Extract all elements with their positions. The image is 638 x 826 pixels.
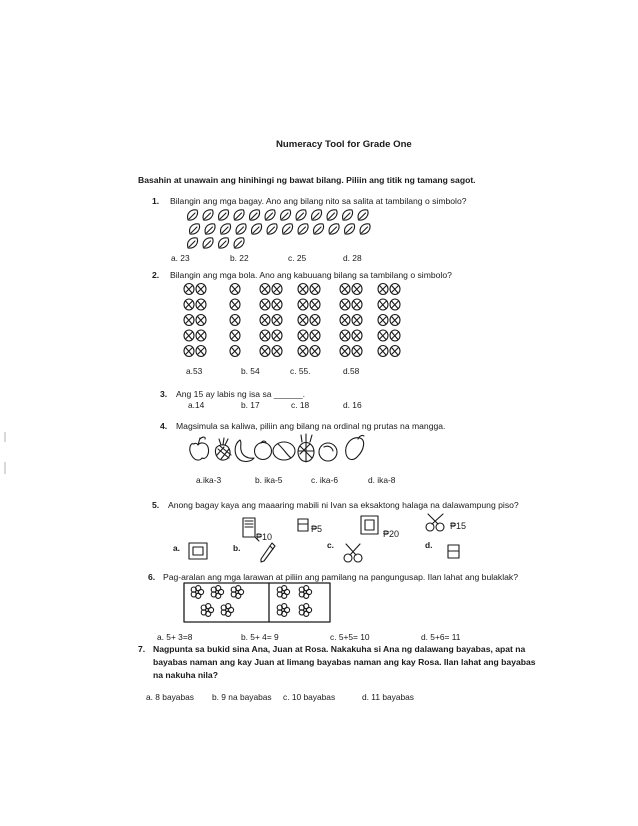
q5-number: 5. xyxy=(152,500,160,510)
q2-balls-picture xyxy=(180,280,410,358)
q2-number: 2. xyxy=(152,270,160,280)
q1-number: 1. xyxy=(152,196,160,206)
q1-item-icon xyxy=(298,224,308,234)
q1-item-icon xyxy=(360,224,370,234)
q2-ball-icon xyxy=(184,330,194,341)
q6-text: Pag-aralan ang mga larawan at piliin ang pamilang na pangungusap. Ilan lahat ang bulaklak? xyxy=(163,572,518,582)
q2-ball-icon xyxy=(378,315,388,326)
q6-option-a[interactable]: a. 5+ 3=8 xyxy=(157,632,193,642)
q2-ball-icon xyxy=(378,284,388,295)
q5-option-c-scissors-icon[interactable] xyxy=(342,542,366,564)
q2-ball-icon xyxy=(196,284,206,295)
q6-flower-icon xyxy=(221,604,233,617)
scan-edge-mark xyxy=(4,432,6,442)
q4-option-d[interactable]: d. ika-8 xyxy=(368,475,396,485)
q5-book-picture xyxy=(358,513,384,539)
q7-text-line-3: na nakuha nila? xyxy=(153,670,218,680)
q2-ball-icon xyxy=(310,315,320,326)
q7-option-a[interactable]: a. 8 bayabas xyxy=(146,692,194,702)
q1-item-icon xyxy=(314,224,324,234)
q2-ball-icon xyxy=(272,346,282,357)
q1-item-icon xyxy=(205,224,215,234)
q1-option-d[interactable]: d. 28 xyxy=(343,253,362,263)
q2-ball-icon xyxy=(390,346,400,357)
q5-text: Anong bagay kaya ang maaaring mabili ni Ivan sa eksaktong halaga na dalawampung piso? xyxy=(168,500,519,510)
q2-ball-icon xyxy=(298,330,308,341)
q2-ball-icon xyxy=(230,299,240,310)
q5-option-d-eraser-icon[interactable] xyxy=(445,542,463,562)
q5-price-tag-b: ₱5 xyxy=(311,524,323,534)
q5-scissors-picture xyxy=(424,512,452,534)
q2-ball-icon xyxy=(260,299,270,310)
q5-option-a[interactable]: a. xyxy=(173,543,180,553)
q2-ball-icon xyxy=(196,330,206,341)
q4-option-b[interactable]: b. ika-5 xyxy=(255,475,283,485)
q5-option-c[interactable]: c. xyxy=(327,540,334,550)
q1-item-icon xyxy=(281,210,291,220)
q2-ball-icon xyxy=(196,315,206,326)
q2-ball-icon xyxy=(352,299,362,310)
q6-flower-icon xyxy=(277,586,289,599)
q2-ball-icon xyxy=(230,346,240,357)
q1-item-icon xyxy=(219,210,229,220)
q2-ball-icon xyxy=(184,299,194,310)
q2-ball-icon xyxy=(352,284,362,295)
q1-item-icon xyxy=(252,224,262,234)
q2-ball-icon xyxy=(340,315,350,326)
q2-ball-icon xyxy=(298,284,308,295)
q2-ball-icon xyxy=(230,330,240,341)
q2-ball-icon xyxy=(230,315,240,326)
q1-item-icon xyxy=(267,224,277,234)
q3-option-b[interactable]: b. 17 xyxy=(241,400,260,410)
q2-ball-icon xyxy=(340,330,350,341)
q2-ball-icon xyxy=(378,346,388,357)
q7-option-c[interactable]: c. 10 bayabas xyxy=(283,692,336,702)
q2-option-d[interactable]: d.58 xyxy=(343,366,360,376)
q2-option-c[interactable]: c. 55. xyxy=(290,366,311,376)
q2-ball-icon xyxy=(340,284,350,295)
q5-price-tag-d: ₱15 xyxy=(450,521,467,531)
q2-ball-icon xyxy=(260,330,270,341)
q4-fruits-picture xyxy=(188,430,388,466)
q5-option-d[interactable]: d. xyxy=(425,540,433,550)
q2-ball-icon xyxy=(352,346,362,357)
q7-text-line-2: bayabas naman ang kay Juan at limang bayabas naman ang kay Rosa. Ilan lahat ang bayabas xyxy=(153,657,536,667)
q2-text: Bilangin ang mga bola. Ano ang kabuuang bilang sa tambilang o simbolo? xyxy=(170,270,452,280)
q2-ball-icon xyxy=(340,299,350,310)
q2-ball-icon xyxy=(310,346,320,357)
q2-ball-icon xyxy=(184,346,194,357)
q2-ball-icon xyxy=(196,299,206,310)
q7-text-line-1: Nagpunta sa bukid sina Ana, Juan at Rosa. Nakakuha si Ana ng dalawang bayabas, apat na xyxy=(153,644,526,654)
q2-ball-icon xyxy=(184,284,194,295)
q2-ball-icon xyxy=(340,346,350,357)
q1-item-icon xyxy=(296,210,306,220)
q6-flower-icon xyxy=(201,604,213,617)
q3-option-d[interactable]: d. 16 xyxy=(343,400,362,410)
q1-item-icon xyxy=(203,238,213,248)
q6-number: 6. xyxy=(148,572,156,582)
q2-ball-icon xyxy=(352,315,362,326)
q1-item-icon xyxy=(329,224,339,234)
q2-ball-icon xyxy=(390,330,400,341)
q6-flower-icon xyxy=(299,604,311,617)
q1-item-icon xyxy=(188,238,198,248)
q4-option-c[interactable]: c. ika-6 xyxy=(311,475,338,485)
q2-ball-icon xyxy=(390,315,400,326)
q1-item-icon xyxy=(188,210,198,220)
q3-text: Ang 15 ay labis ng isa sa ______. xyxy=(176,389,305,399)
q6-flowers-picture xyxy=(183,582,333,624)
q2-ball-icon xyxy=(260,284,270,295)
q6-flower-icon xyxy=(277,604,289,617)
q4-number: 4. xyxy=(160,421,168,431)
q1-item-icon xyxy=(234,238,244,248)
q2-option-b[interactable]: b. 54 xyxy=(241,366,260,376)
q1-item-icon xyxy=(358,210,368,220)
q1-item-icon xyxy=(312,210,322,220)
q2-ball-icon xyxy=(310,299,320,310)
q2-ball-icon xyxy=(260,346,270,357)
q2-ball-icon xyxy=(298,315,308,326)
scan-edge-mark xyxy=(4,462,6,474)
q2-ball-icon xyxy=(272,315,282,326)
q2-ball-icon xyxy=(184,315,194,326)
q7-number: 7. xyxy=(138,644,146,654)
q2-ball-icon xyxy=(390,299,400,310)
q1-item-icon xyxy=(190,224,200,234)
q2-ball-icon xyxy=(378,299,388,310)
q1-item-icon xyxy=(327,210,337,220)
q1-item-icon xyxy=(250,210,260,220)
q1-option-b[interactable]: b. 22 xyxy=(230,253,249,263)
q2-ball-icon xyxy=(230,284,240,295)
q2-ball-icon xyxy=(310,284,320,295)
instructions: Basahin at unawain ang hinihingi ng bawat bilang. Piliin ang titik ng tamang sagot. xyxy=(138,175,476,185)
q6-flower-icon xyxy=(191,586,203,599)
q1-item-icon xyxy=(265,210,275,220)
q2-ball-icon xyxy=(298,299,308,310)
q2-ball-icon xyxy=(352,330,362,341)
q5-option-b[interactable]: b. xyxy=(233,543,241,553)
q6-option-c[interactable]: c. 5+5= 10 xyxy=(330,632,370,642)
q2-ball-icon xyxy=(272,330,282,341)
q2-ball-icon xyxy=(298,346,308,357)
q3-option-c[interactable]: c. 18 xyxy=(291,400,310,410)
q3-number: 3. xyxy=(160,389,168,399)
q5-option-a-book-icon[interactable] xyxy=(186,540,212,562)
q2-ball-icon xyxy=(272,299,282,310)
q1-item-icon xyxy=(234,210,244,220)
q1-option-a[interactable]: a. 23 xyxy=(171,253,190,263)
q5-price-tag-a: ₱10 xyxy=(256,532,273,542)
q2-ball-icon xyxy=(196,346,206,357)
q2-ball-icon xyxy=(310,330,320,341)
q6-option-b[interactable]: b. 5+ 4= 9 xyxy=(241,632,279,642)
q2-ball-icon xyxy=(390,284,400,295)
q6-option-d[interactable]: d. 5+6= 11 xyxy=(421,632,461,642)
worksheet-title: Numeracy Tool for Grade One xyxy=(276,139,412,150)
q5-option-b-pencil-icon[interactable] xyxy=(258,541,278,565)
q1-items-picture xyxy=(182,205,372,251)
q7-option-b[interactable]: b. 9 na bayabas xyxy=(212,692,272,702)
q1-text: Bilangin ang mga bagay. Ano ang bilang nito sa salita at tambilang o simbolo? xyxy=(170,196,467,206)
q3-option-a[interactable]: a.14 xyxy=(188,400,205,410)
q1-item-icon xyxy=(236,224,246,234)
q2-ball-icon xyxy=(272,284,282,295)
q1-item-icon xyxy=(343,210,353,220)
q6-flower-icon xyxy=(231,586,243,599)
q1-option-c[interactable]: c. 25 xyxy=(288,253,307,263)
q7-option-d[interactable]: d. 11 bayabas xyxy=(362,692,414,702)
q1-item-icon xyxy=(219,238,229,248)
q1-item-icon xyxy=(283,224,293,234)
q4-option-a[interactable]: a.ika-3 xyxy=(196,475,222,485)
q2-ball-icon xyxy=(378,330,388,341)
q6-flower-icon xyxy=(299,586,311,599)
q2-option-a[interactable]: a.53 xyxy=(186,366,203,376)
q2-ball-icon xyxy=(260,315,270,326)
q1-item-icon xyxy=(203,210,213,220)
q1-item-icon xyxy=(221,224,231,234)
q6-flower-icon xyxy=(211,586,223,599)
q5-price-tag-c: ₱20 xyxy=(383,529,400,539)
q1-item-icon xyxy=(345,224,355,234)
q4-text: Magsimula sa kaliwa, piliin ang bilang na ordinal ng prutas na mangga. xyxy=(176,421,446,431)
